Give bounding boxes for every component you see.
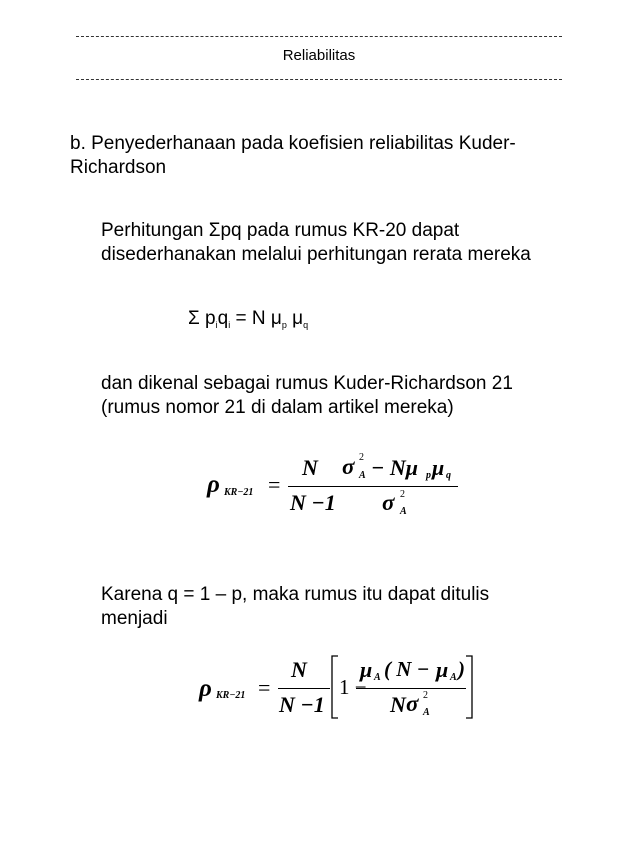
f1-num-sigma: σ — [342, 454, 355, 479]
paragraph3-line2: menjadi — [101, 608, 168, 629]
f1-num-sigma-sup: 2 — [359, 452, 364, 463]
paragraph2-line2: (rumus nomor 21 di dalam artikel mereka) — [101, 397, 454, 418]
eq1-q: q — [217, 308, 229, 329]
eq1-sub-i1: i — [215, 320, 218, 330]
eq1-mu1: μ — [270, 308, 282, 329]
eq1-p: p — [205, 308, 216, 329]
f1-num-sub-q: q — [446, 470, 451, 481]
f1-num-mu: μ — [432, 455, 445, 480]
f2-frac1-den: N −1 — [279, 692, 325, 717]
eq1-sub-q: q — [303, 320, 309, 330]
f2-inner-mu: μ — [360, 657, 373, 682]
f1-num-rest: − Nμ — [371, 455, 418, 480]
f1-den-sup: 2 — [400, 489, 405, 500]
f2-rho-sub: KR−21 — [216, 690, 246, 701]
f1-frac1-line — [288, 486, 342, 487]
f2-one-minus: 1 − — [339, 675, 367, 699]
header-bottom-rule — [76, 79, 562, 80]
f2-equals: = — [258, 675, 271, 700]
f1-num-sigma-sub: A — [359, 470, 366, 481]
f2-inner-line — [356, 688, 466, 689]
f1-den-sigma: σ — [382, 490, 395, 515]
eq1-sub-i2: i — [228, 320, 231, 330]
f2-right-bracket — [466, 656, 472, 718]
f1-rho: ρ — [207, 471, 220, 498]
f2-inner-den-N: N — [390, 692, 406, 717]
eq1-sigma: Σ — [188, 308, 200, 329]
f1-rho-sub: KR−21 — [224, 487, 254, 498]
header-top-rule — [76, 36, 562, 37]
f2-frac1-num: N — [291, 657, 307, 682]
f1-equals: = — [268, 472, 281, 497]
eq1-equals: = — [235, 308, 247, 329]
equation1 — [188, 306, 308, 338]
paragraph1-line2: disederhanakan melalui perhitungan rerata mereka — [101, 244, 531, 265]
paragraph2-line1: dan dikenal sebagai rumus Kuder-Richardson 21 — [101, 373, 513, 394]
f1-den-sub: A — [400, 506, 407, 517]
eq1-sub-p: p — [281, 320, 287, 330]
f2-rho: ρ — [199, 675, 212, 702]
paragraph1-line1: Perhitungan Σpq pada rumus KR-20 dapat — [101, 220, 460, 241]
f1-frac1-num: N — [302, 455, 318, 480]
f2-frac1-line — [278, 688, 330, 689]
eq1-N: N — [251, 308, 266, 329]
f2-inner-close: ) — [458, 657, 465, 681]
f1-num-sub-p: p — [426, 470, 431, 481]
f1-frac2-line — [340, 486, 458, 487]
f1-frac1-den: N −1 — [290, 490, 336, 515]
section-title-line1: b. Penyederhanaan pada koefisien reliabilitas Kuder- — [70, 133, 516, 154]
section-title-line2: Richardson — [70, 157, 167, 178]
f2-left-bracket — [332, 656, 338, 718]
f2-inner-mu-sub: A — [374, 672, 381, 683]
f2-inner-den-sigma: σ — [406, 691, 419, 716]
f2-inner-mu2: μ — [436, 657, 449, 682]
header-title: Reliabilitas — [282, 47, 356, 64]
f2-inner-den-sub: A — [423, 707, 430, 718]
f2-inner-paren: ( N − — [384, 657, 430, 681]
eq1-mu2: μ — [292, 308, 304, 329]
f2-inner-mu2-sub: A — [450, 672, 457, 683]
f2-inner-den-sup: 2 — [423, 690, 428, 701]
paragraph3-line1: Karena q = 1 – p, maka rumus itu dapat ditulis — [101, 584, 490, 605]
